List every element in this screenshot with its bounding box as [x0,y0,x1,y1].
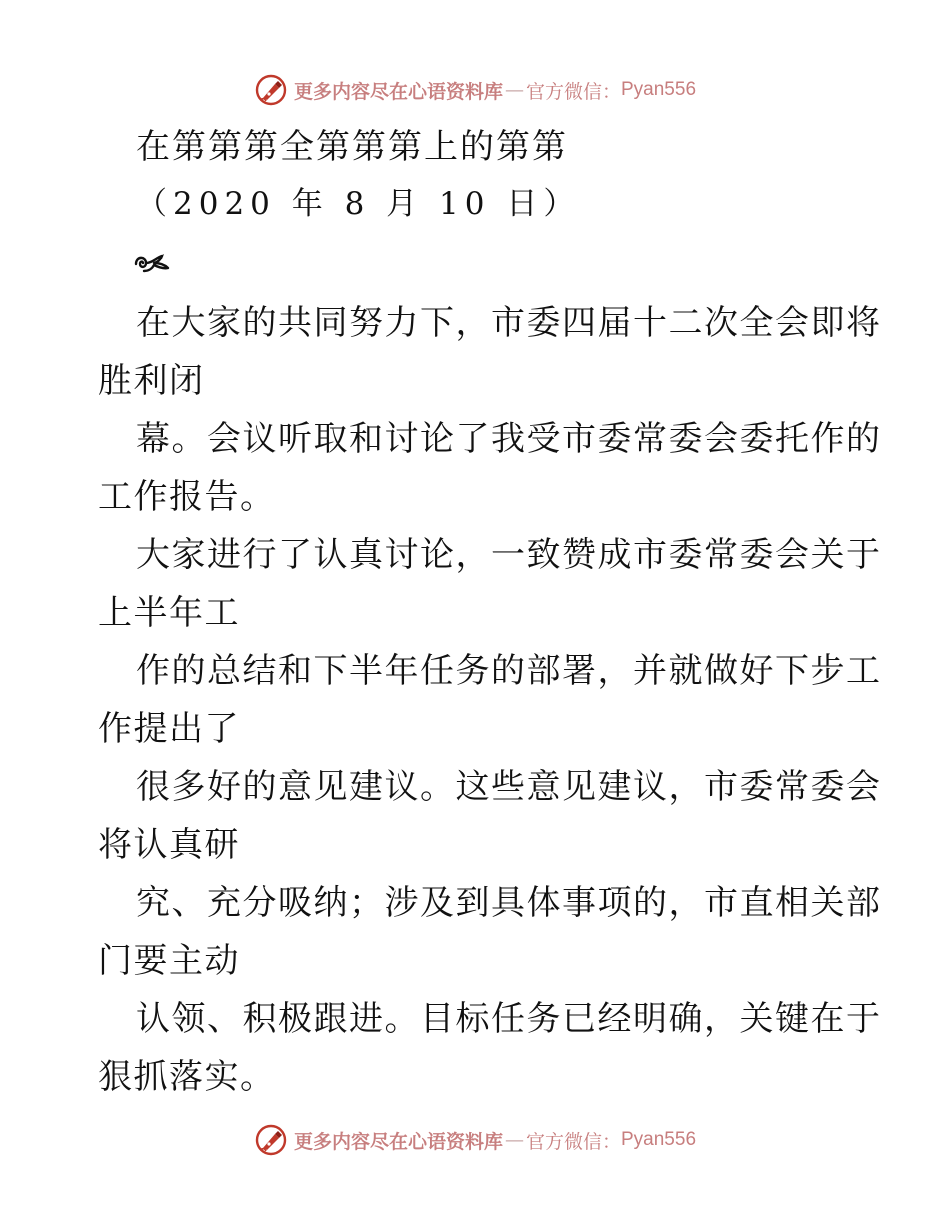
body-line: 很多好的意见建议。这些意见建议，市委常委会 [136,767,882,807]
banner-wechat-label: 官方微信： [525,1130,621,1153]
banner-slogan: 更多内容尽在心语资料库 [293,1130,503,1153]
body-line: 认领、积极跟进。目标任务已经明确，关键在于 [136,999,882,1039]
banner-wechat-id: Pyan556 [621,1129,697,1150]
pen-logo-icon [254,73,288,107]
banner-dash: — [504,79,524,101]
body-line: 门要主动 [98,941,240,981]
body-line: 将认真研 [98,825,240,865]
body-line: 大家进行了认真讨论，一致赞成市委常委会关于 [136,535,882,575]
banner-dash: — [504,1129,524,1151]
footer-banner [0,1120,950,1160]
body-line: 工作报告。 [98,477,276,517]
body-line: 究、充分吸纳；涉及到具体事项的，市直相关部 [136,883,882,923]
body-line: 作的总结和下半年任务的部署，并就做好下步工 [136,651,882,691]
document-date: （2020 年 8 月 10 日） [136,186,581,222]
document-title: 在第第第全第第第上的第第 [136,127,568,167]
banner-wechat-label: 官方微信： [525,80,621,103]
body-line: 作提出了 [98,709,240,749]
banner-slogan: 更多内容尽在心语资料库 [293,80,503,103]
body-line: 幕。会议听取和讨论了我受市委常委会委托作的 [136,419,882,459]
banner-wechat-id: Pyan556 [621,79,697,100]
body-line: 狠抓落实。 [98,1057,276,1097]
body-line: 上半年工 [98,593,240,633]
body-line: 胜利闭 [98,361,205,401]
pen-logo-icon [254,1123,288,1157]
fleuron-ornament-icon [132,250,172,276]
header-banner [0,70,950,110]
body-line: 在大家的共同努力下，市委四届十二次全会即将 [136,303,882,343]
